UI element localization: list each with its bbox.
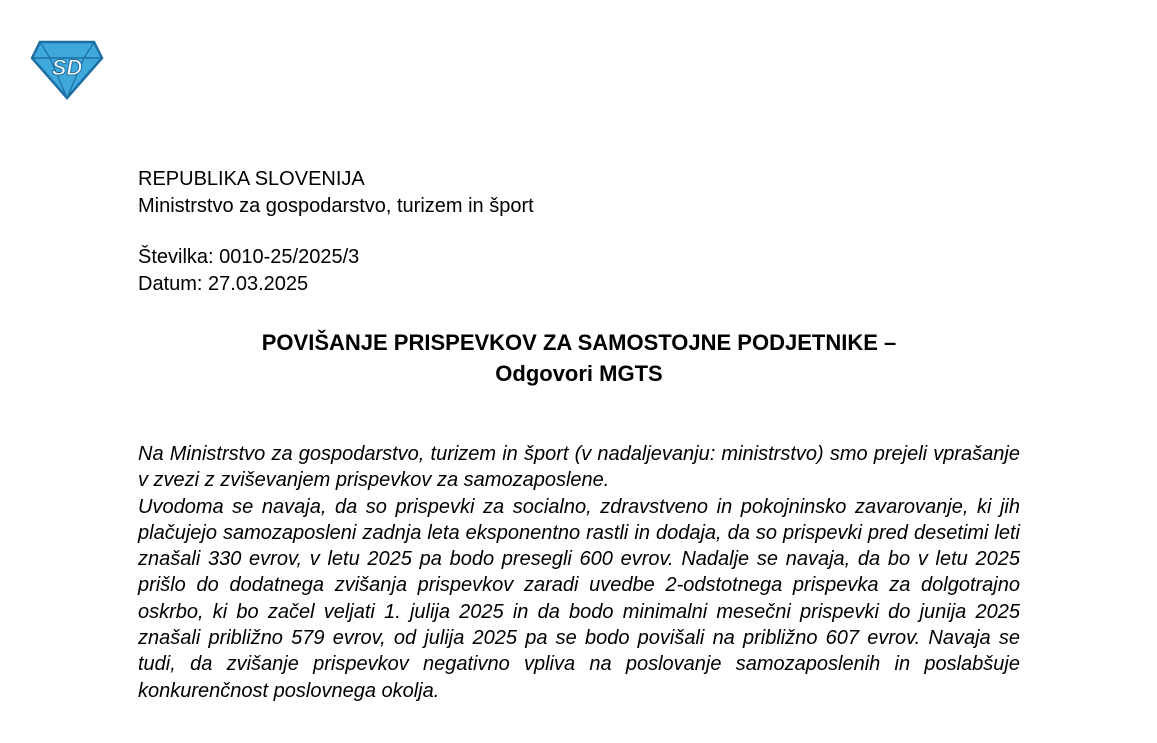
- document-title: [138, 327, 1020, 389]
- logo-text: SD: [51, 55, 83, 80]
- document-body: [138, 441, 1020, 704]
- sd-logo: [30, 40, 104, 100]
- ministry-name: Ministrstvo za gospodarstvo, turizem in šport: [138, 195, 534, 217]
- title-line-1: POVIŠANJE PRISPEVKOV ZA SAMOSTOJNE PODJETNIKE –: [261, 330, 897, 355]
- title-line-2: Odgovori MGTS: [495, 361, 663, 386]
- body-paragraph-2: Uvodoma se navaja, da so prispevki za socialno, zdravstveno in pokojninsko zavarovanje, ki jih plačujejo samozaposleni zadnja leta eksponentno rastli in dodaja, da so prispevki pred desetimi leti znašali 330 evrov, v letu 2025 pa bodo presegli 600 evrov. Nadalje se navaja, da bo v letu 2025 prišlo do dodatnega zvišanja prispevkov zaradi uvedbe 2-odstotnega prispevka za dolgotrajno oskrbo, ki bo začel veljati 1. julija 2025 in da bodo minimalni mesečni prispevki do junija 2025 znašali približno 579 evrov, od julija 2025 pa se bodo povišali na približno 607 evrov. Navaja se tudi, da zvišanje prispevkov negativno vpliva na poslovanje samozaposlenih in poslabšuje konkurenčnost poslovnega okolja.: [138, 495, 1020, 702]
- body-paragraph-1: Na Ministrstvo za gospodarstvo, turizem in šport (v nadaljevanju: ministrstvo) smo prejeli vprašanje v zvezi z zviševanjem prispevkov za samozaposlene.: [138, 443, 1020, 492]
- country-name: REPUBLIKA SLOVENIJA: [138, 168, 365, 190]
- letter-header: [138, 166, 534, 220]
- document-date: Datum: 27.03.2025: [138, 273, 309, 295]
- diamond-sd-logo-icon: [30, 40, 104, 100]
- reference-block: [138, 244, 359, 298]
- document-number: Številka: 0010-25/2025/3: [138, 246, 360, 268]
